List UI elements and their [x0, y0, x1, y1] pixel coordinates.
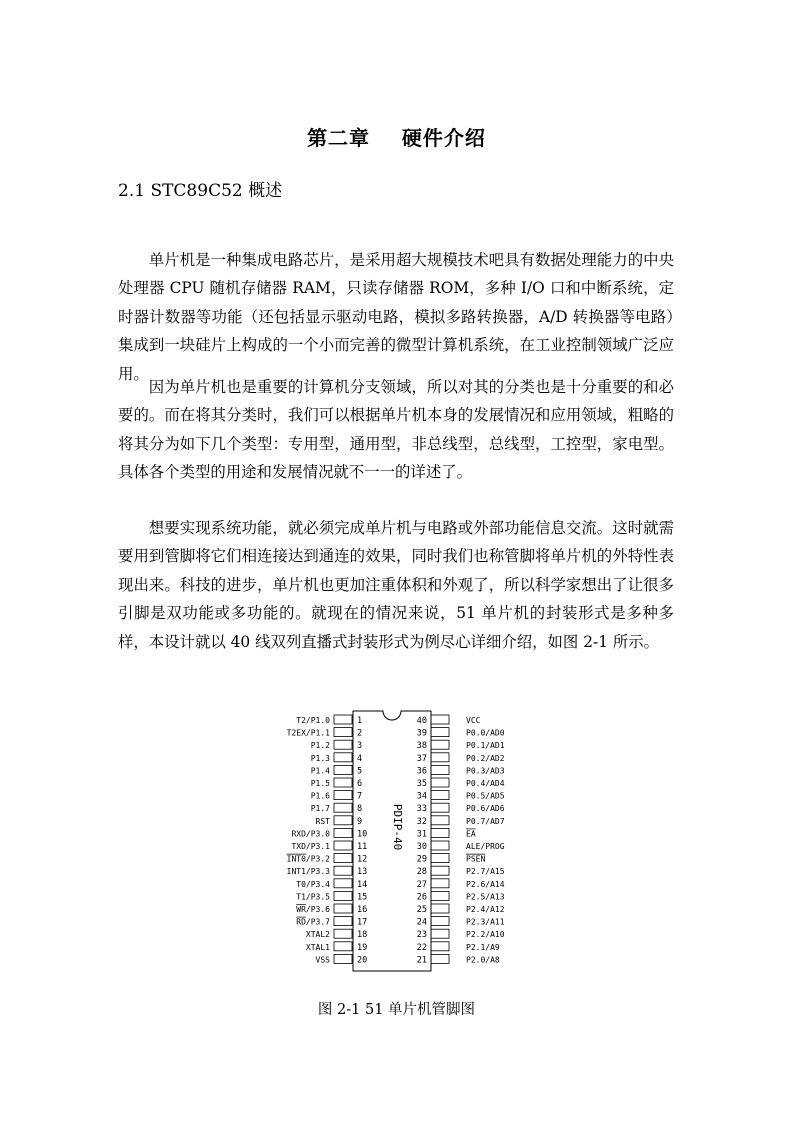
pin-name: P2.3/A11: [466, 917, 505, 927]
pin-name: INT1/P3.3: [286, 867, 330, 877]
pin-name: P0.1/AD1: [466, 741, 505, 751]
pin-name: VSS: [315, 955, 330, 965]
pin-number: 1: [357, 716, 363, 726]
pin-number: 24: [416, 917, 427, 928]
pin-number: 34: [416, 791, 427, 802]
pin-number: 26: [416, 892, 427, 903]
pin-box: [431, 816, 449, 825]
pin-box: [334, 929, 352, 938]
pin-number: 30: [416, 842, 427, 852]
pin-box: [334, 791, 352, 800]
pin-name: T1/P3.5: [296, 892, 330, 902]
pin-name: PSEN: [466, 854, 486, 864]
pin-box: [334, 740, 352, 749]
pin-box: [431, 728, 449, 737]
pin-box: [334, 854, 352, 863]
pin-number: 17: [357, 917, 368, 928]
pin-name: P0.0/AD0: [466, 728, 505, 738]
pin-name: P0.7/AD7: [466, 816, 505, 826]
pin-name: ALE/PROG: [466, 842, 505, 851]
pin-box: [334, 917, 352, 926]
pin-name: T2/P1.0: [296, 716, 330, 725]
pin-name: T0/P3.4: [296, 879, 330, 889]
pin-box: [334, 879, 352, 888]
pin-number: 3: [357, 741, 363, 752]
pin-name: P1.4: [310, 766, 330, 776]
pin-number: 21: [416, 955, 427, 966]
pin-box: [431, 904, 449, 913]
pin-name: XTAL1: [305, 942, 330, 952]
pin-name: P2.2/A10: [466, 930, 505, 940]
pin-number: 23: [416, 930, 427, 941]
pin-name: P1.7: [310, 804, 330, 814]
pin-box: [431, 854, 449, 863]
pin-box: [334, 954, 352, 963]
pin-number: 38: [416, 741, 427, 752]
pin-name: RD/P3.7: [296, 917, 330, 927]
pin-number: 10: [357, 829, 368, 840]
pin-number: 4: [357, 753, 363, 764]
pin-box: [431, 841, 449, 850]
pin-name: P0.3/AD3: [466, 766, 505, 776]
pin-box: [431, 765, 449, 774]
pin-box: [334, 866, 352, 875]
pin-number: 32: [416, 816, 427, 827]
pin-box: [431, 929, 449, 938]
pin-number: 5: [357, 766, 363, 777]
pin-number: 25: [416, 905, 427, 915]
pin-box: [431, 866, 449, 875]
pin-box: [334, 904, 352, 913]
pin-name: P2.6/A14: [466, 879, 505, 889]
pin-box: [334, 803, 352, 812]
pin-name: P2.4/A12: [466, 905, 505, 914]
pin-box: [431, 753, 449, 762]
pin-box: [334, 715, 352, 724]
pin-name: P0.6/AD6: [466, 804, 505, 814]
pin-box: [431, 803, 449, 812]
pin-name: P1.2: [310, 741, 330, 751]
pin-name: XTAL2: [305, 930, 330, 940]
pin-box: [334, 765, 352, 774]
pin-name: P2.5/A13: [466, 892, 505, 902]
pin-name: VCC: [466, 716, 481, 725]
pin-name: EA: [466, 829, 476, 839]
pin-number: 37: [416, 753, 427, 764]
pin-box: [431, 954, 449, 963]
pin-number: 22: [416, 942, 427, 953]
pin-name: P2.1/A9: [466, 942, 500, 952]
pin-number: 40: [416, 716, 427, 726]
pin-number: 28: [416, 867, 427, 878]
pin-name: P1.3: [310, 753, 330, 763]
paragraph-classification: 因为单片机也是重要的计算机分支领域，所以对其的分类也是十分重要的和必要的。而在将其分类时，我们可以根据单片机本身的发展情况和应用领域，粗略的将其分为如下几个类型：专用型，通用型，非总线型，总线型，工控型，家电型。具体各个类型的用途和发展情况就不一一的详述了。: [118, 378, 674, 482]
pin-name: P0.4/AD4: [466, 779, 505, 788]
pin-number: 6: [357, 779, 363, 789]
pin-number: 27: [416, 879, 427, 890]
pin-number: 29: [416, 854, 427, 865]
pin-number: 19: [357, 942, 368, 953]
pin-number: 16: [357, 905, 368, 915]
pin-name: T2EX/P1.1: [286, 728, 330, 738]
paragraph-intro: 单片机是一种集成电路芯片，是采用超大规模技术吧具有数据处理能力的中央处理器 CPU 随机存储器 RAM，只读存储器 ROM，多种 I/O 口和中断系统，定时器计数器等功能（还包括显示驱动电路，模拟多路转换器，A/D 转换器等电路）集成到一块硅片上构成的一个小而完善的微型计算机系统，在工业控制领域广泛应用。: [118, 251, 674, 383]
pin-box: [334, 753, 352, 762]
pin-box: [431, 791, 449, 800]
pin-number: 33: [416, 804, 427, 815]
pin-number: 14: [357, 879, 368, 890]
pin-name: P1.6: [310, 791, 330, 801]
pin-name: INT0/P3.2: [286, 854, 330, 864]
pin-box: [431, 778, 449, 787]
pin-number: 36: [416, 766, 427, 777]
pin-box: [431, 828, 449, 837]
pin-number: 39: [416, 728, 427, 739]
pin-name: WR/P3.6: [296, 905, 330, 914]
pin-name: P0.5/AD5: [466, 791, 505, 801]
pin-box: [431, 891, 449, 900]
pin-number: 13: [357, 867, 368, 878]
pin-name: P2.7/A15: [466, 867, 505, 877]
section-title: 2.1 STC89C52 概述: [118, 181, 283, 201]
pin-name: P2.0/A8: [466, 955, 500, 965]
pin-box: [334, 891, 352, 900]
pin-box: [334, 728, 352, 737]
pin-number: 11: [357, 842, 368, 852]
figure-caption: 图 2-1 51 单片机管脚图: [317, 1002, 476, 1018]
pin-number: 35: [416, 779, 427, 789]
package-label: PDIP-40: [391, 803, 404, 851]
pin-name: P1.5: [310, 779, 330, 788]
pin-box: [334, 778, 352, 787]
pin-number: 2: [357, 728, 363, 739]
pin-number: 12: [357, 854, 368, 865]
pin-name: P0.2/AD2: [466, 753, 505, 763]
pinout-diagram: [270, 705, 530, 975]
chapter-title: 第二章 硬件介绍: [307, 126, 486, 150]
pin-name: RXD/P3.0: [291, 829, 330, 839]
paragraph-pins: 想要实现系统功能，就必须完成单片机与电路或外部功能信息交流。这时就需要用到管脚将它们相连接达到通连的效果，同时我们也称管脚将单片机的外特性表现出来。科技的进步，单片机也更加注重体积和外观了，所以科学家想出了让很多引脚是双功能或多功能的。就现在的情况来说，51 单片机的封装形式是多种多样，本设计就以 40 线双列直播式封装形式为例尽心详细介绍，如图 2-1 所示。: [118, 519, 674, 651]
pin-box: [431, 740, 449, 749]
pin-box: [431, 879, 449, 888]
pin-number: 7: [357, 791, 363, 802]
pin-name: TXD/P3.1: [291, 842, 330, 851]
pin-number: 9: [357, 816, 363, 827]
pin-name: RST: [315, 816, 330, 826]
pin-box: [431, 715, 449, 724]
pin-box: [431, 942, 449, 951]
pin-number: 8: [357, 804, 363, 815]
pin-number: 31: [416, 829, 427, 840]
pin-number: 18: [357, 930, 368, 941]
pin-box: [334, 841, 352, 850]
pin-box: [431, 917, 449, 926]
pin-number: 15: [357, 892, 368, 903]
pin-box: [334, 828, 352, 837]
pin-box: [334, 942, 352, 951]
pin-box: [334, 816, 352, 825]
pin-number: 20: [357, 955, 368, 966]
